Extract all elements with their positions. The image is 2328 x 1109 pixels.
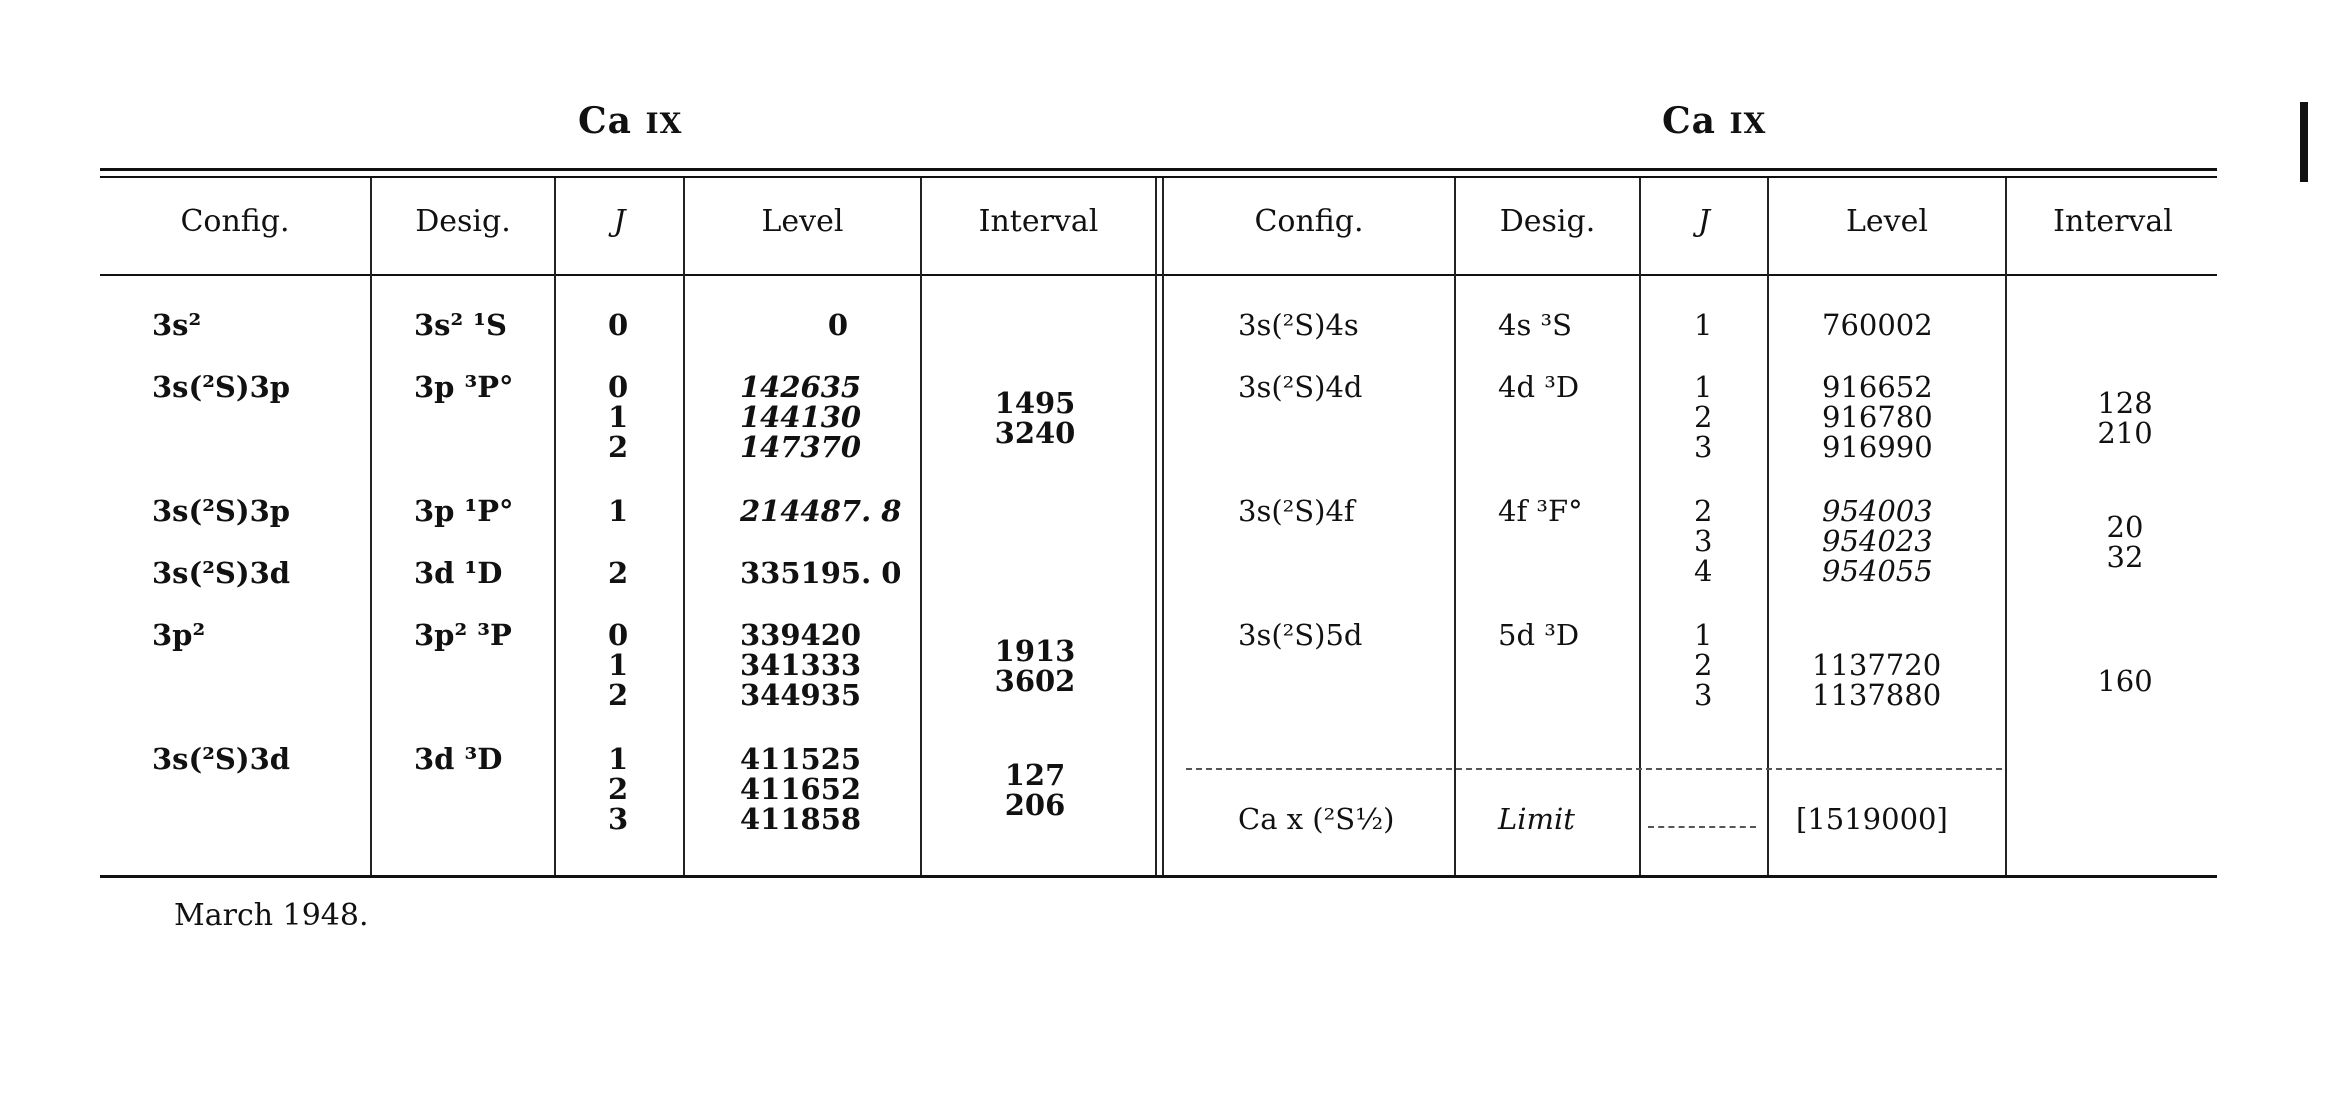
margin-mark	[2300, 102, 2308, 182]
table-cell-level: 214487. 8	[740, 494, 902, 528]
table-cell-desig: 4f ³F°	[1498, 494, 1583, 528]
vrule	[1639, 178, 1641, 875]
table-cell-j: 1 2 3	[608, 742, 629, 836]
table-cell-level: 760002	[1822, 308, 1933, 342]
table-cell-desig: 3d ¹D	[414, 556, 503, 590]
table-cell-level: 916652 916780 916990	[1822, 370, 1933, 464]
limit-level: [1519000]	[1796, 802, 1948, 836]
table-cell-j: 1	[1694, 308, 1713, 342]
table-cell-j: 0 1 2	[608, 370, 629, 464]
vrule	[554, 178, 556, 875]
left-header-interval: Interval	[978, 204, 1099, 239]
table-cell-interval: 127 206	[1004, 758, 1066, 822]
table-cell-j: 2	[608, 556, 629, 590]
left-header-config: Config.	[180, 204, 290, 239]
top-rule-1	[100, 168, 2217, 171]
vrule	[2005, 178, 2007, 875]
table-cell-j: 1 2 3	[1694, 370, 1713, 464]
table-cell-config: 3s(²S)3d	[152, 742, 291, 776]
table-cell-desig: 5d ³D	[1498, 618, 1580, 652]
table-cell-config: 3s(²S)5d	[1238, 618, 1363, 652]
table-cell-config: 3s(²S)4d	[1238, 370, 1363, 404]
table-cell-level: 142635 144130 147370	[740, 370, 862, 464]
vrule	[683, 178, 685, 875]
table-cell-desig: 3p ¹P°	[414, 494, 514, 528]
vrule	[920, 178, 922, 875]
left-header-desig: Desig.	[415, 204, 511, 239]
limit-desig: Limit	[1498, 802, 1575, 836]
table-cell-config: 3s(²S)3p	[152, 494, 291, 528]
table-cell-desig: 4s ³S	[1498, 308, 1573, 342]
table-cell-level: 0	[827, 308, 848, 342]
table-cell-j: 1 2 3	[1694, 618, 1713, 712]
table-cell-config: 3s(²S)4s	[1238, 308, 1359, 342]
table-cell-j: 0	[608, 308, 629, 342]
right-header-level: Level	[1846, 204, 1928, 239]
limit-config: Ca x (²S½)	[1238, 802, 1395, 836]
right-table-title: Ca IX	[1662, 100, 1767, 142]
vrule	[370, 178, 372, 875]
vrule	[1155, 178, 1157, 875]
header-rule	[100, 274, 2217, 276]
left-header-j: J	[613, 204, 626, 239]
left-table-title: Ca IX	[578, 100, 683, 142]
table-cell-j: 0 1 2	[608, 618, 629, 712]
table-cell-desig: 3p ³P°	[414, 370, 514, 404]
right-header-config: Config.	[1254, 204, 1364, 239]
limit-separator	[1186, 768, 2002, 770]
bottom-rule	[100, 875, 2217, 878]
table-cell-j: 1	[608, 494, 629, 528]
table-cell-level: 339420 341333 344935	[740, 618, 862, 712]
left-header-level: Level	[761, 204, 844, 239]
vrule	[1767, 178, 1769, 875]
table-cell-config: 3s²	[152, 308, 202, 342]
right-header-desig: Desig.	[1499, 204, 1596, 239]
table-cell-config: 3s(²S)3p	[152, 370, 291, 404]
table-cell-level: 1137720 1137880	[1812, 648, 1942, 712]
limit-j-dash	[1648, 826, 1756, 828]
table-cell-interval: 128 210	[2097, 386, 2153, 450]
table-cell-interval: 20 32	[2106, 510, 2144, 574]
top-rule-2	[100, 176, 2217, 178]
table-cell-j: 2 3 4	[1694, 494, 1713, 588]
vrule	[1162, 178, 1164, 875]
table-cell-config: 3s(²S)4f	[1238, 494, 1355, 528]
table-cell-interval: 1495 3240	[994, 386, 1076, 450]
table-cell-level: 335195. 0	[740, 556, 902, 590]
vrule	[1454, 178, 1456, 875]
table-cell-desig: 3d ³D	[414, 742, 503, 776]
table-cell-interval: 1913 3602	[994, 634, 1076, 698]
footer-date: March 1948.	[174, 898, 369, 933]
table-cell-level: 954003 954023 954055	[1822, 494, 1933, 588]
table-cell-desig: 3p² ³P	[414, 618, 512, 652]
right-header-interval: Interval	[2053, 204, 2173, 239]
table-cell-config: 3s(²S)3d	[152, 556, 291, 590]
table-cell-level: 411525 411652 411858	[740, 742, 862, 836]
table-cell-interval: 160	[2097, 664, 2153, 698]
right-header-j: J	[1697, 204, 1711, 239]
table-cell-config: 3p²	[152, 618, 206, 652]
table-cell-desig: 4d ³D	[1498, 370, 1580, 404]
table-cell-desig: 3s² ¹S	[414, 308, 507, 342]
